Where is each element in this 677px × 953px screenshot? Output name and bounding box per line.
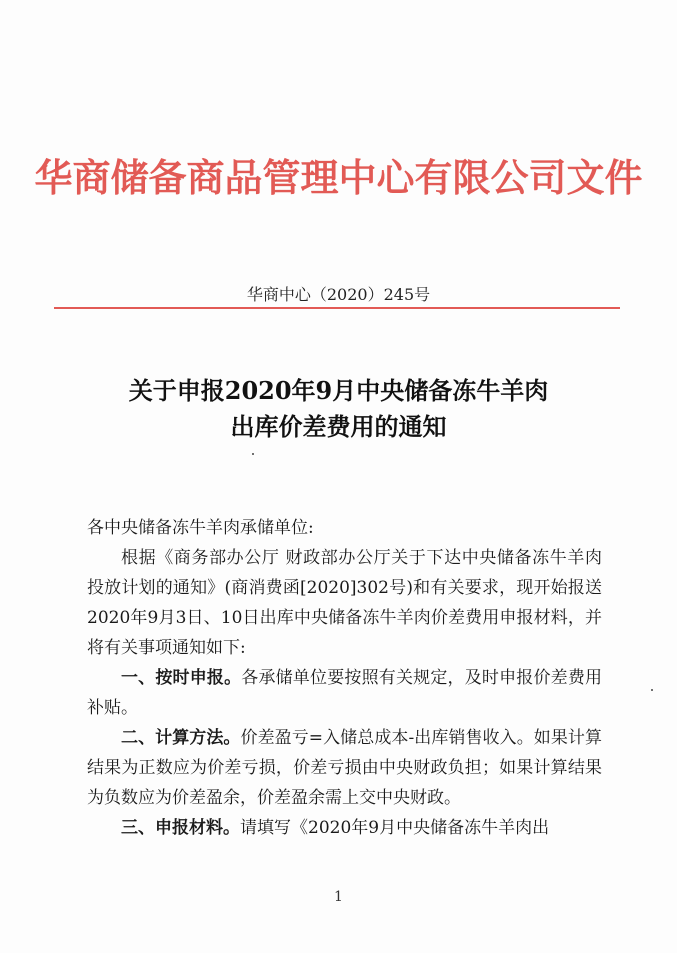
document-number: 华商中心（2020）245号	[246, 285, 431, 304]
red-divider-line	[54, 307, 620, 309]
notice-body	[87, 513, 602, 843]
item-3-heading: 三、申报材料。	[121, 818, 240, 838]
notice-title-line-1: 关于申报2020年9月中央储备冻牛羊肉	[128, 376, 549, 405]
item-2	[87, 723, 602, 813]
scan-speck	[252, 453, 254, 455]
item-2-text: 价差盈亏=入储总成本-出库销售收入。如果计算结果为正数应为价差亏损，价差亏损由中央财政负担；如果计算结果为负数应为价差盈余，价差盈余需上交中央财政。	[87, 728, 602, 808]
notice-title	[0, 373, 677, 445]
item-1-heading: 一、按时申报。	[121, 668, 242, 688]
issuer-header-title: 华商储备商品管理中心有限公司文件	[34, 155, 643, 200]
item-3-text: 请填写《2020年9月中央储备冻牛羊肉出	[240, 818, 550, 838]
item-1-text: 各承储单位要按照有关规定，及时申报价差费用补贴。	[87, 668, 602, 718]
page-number: 1	[334, 889, 343, 905]
item-2-heading: 二、计算方法。	[121, 728, 241, 748]
paragraph-basis: 根据《商务部办公厅 财政部办公厅关于下达中央储备冻牛羊肉投放计划的通知》(商消费函[2020]302号)和有关要求，现开始报送2020年9月3日、10日出库中央储备冻牛羊肉价差费用申报材料，并将有关事项通知如下:	[87, 548, 602, 658]
item-3	[87, 813, 602, 843]
salutation: 各中央储备冻牛羊肉承储单位:	[87, 518, 314, 538]
notice-title-line-2: 出库价差费用的通知	[230, 412, 447, 441]
item-1	[87, 663, 602, 723]
scan-speck	[651, 689, 653, 691]
